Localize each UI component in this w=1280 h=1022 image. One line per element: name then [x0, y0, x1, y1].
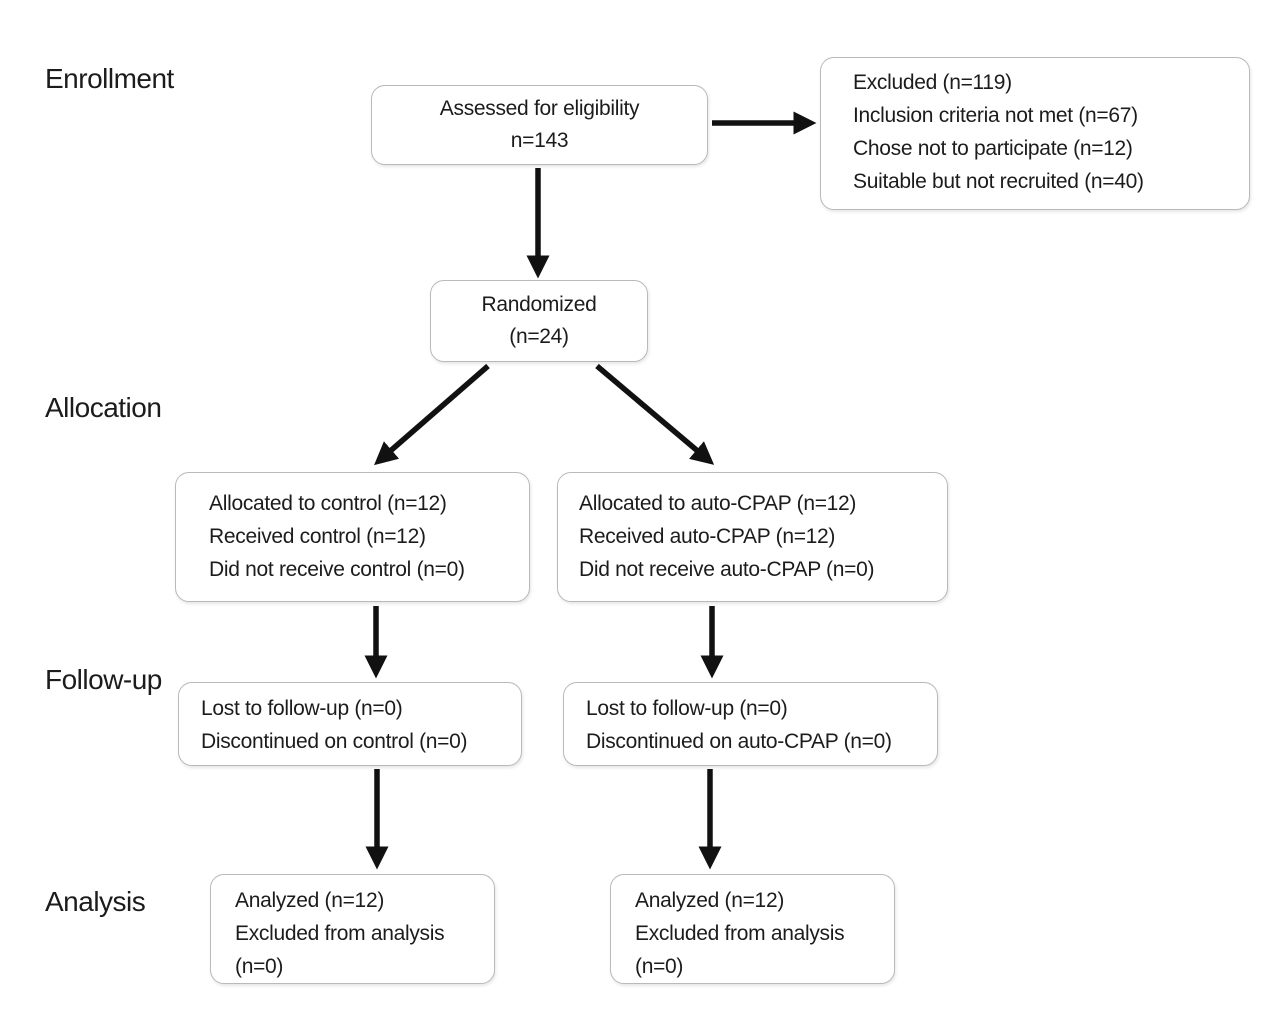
arrow-randomized-to-cpap [597, 366, 700, 453]
assessed-line-1: Assessed for eligibility [439, 97, 640, 120]
excluded-chose-not: Chose not to participate (n=12) [853, 137, 1133, 160]
box-allocated-control [175, 472, 530, 602]
alloc-control-line-3: Did not receive control (n=0) [209, 558, 465, 581]
box-analysis-control [210, 874, 495, 984]
box-allocated-auto-cpap [557, 472, 948, 602]
alloc-control-line-2: Received control (n=12) [209, 525, 426, 548]
arrow-randomized-to-control [388, 366, 488, 453]
box-randomized [430, 280, 648, 362]
stage-label-allocation: Allocation [45, 392, 162, 423]
randomized-label: Randomized [481, 293, 597, 316]
fu-cpap-line-2: Discontinued on auto-CPAP (n=0) [586, 730, 892, 753]
box-excluded [820, 57, 1250, 210]
box-followup-control [178, 682, 522, 766]
assessed-count: n=143 [510, 129, 569, 152]
stage-label-followup: Follow-up [45, 664, 162, 695]
an-control-line-2: Excluded from analysis [235, 922, 445, 945]
alloc-cpap-line-3: Did not receive auto-CPAP (n=0) [579, 558, 875, 581]
an-control-line-3: (n=0) [235, 955, 284, 978]
excluded-criteria: Inclusion criteria not met (n=67) [853, 104, 1138, 127]
an-control-line-1: Analyzed (n=12) [235, 889, 385, 912]
fu-control-line-1: Lost to follow-up (n=0) [201, 697, 403, 720]
excluded-total: Excluded (n=119) [853, 71, 1012, 94]
fu-cpap-line-1: Lost to follow-up (n=0) [586, 697, 788, 720]
alloc-cpap-line-1: Allocated to auto-CPAP (n=12) [579, 492, 857, 515]
stage-label-enrollment: Enrollment [45, 63, 174, 94]
stage-label-analysis: Analysis [45, 886, 146, 917]
box-followup-auto-cpap [563, 682, 938, 766]
alloc-cpap-line-2: Received auto-CPAP (n=12) [579, 525, 836, 548]
box-analysis-auto-cpap [610, 874, 895, 984]
an-cpap-line-2: Excluded from analysis [635, 922, 845, 945]
randomized-count: (n=24) [509, 325, 569, 348]
fu-control-line-2: Discontinued on control (n=0) [201, 730, 468, 753]
alloc-control-line-1: Allocated to control (n=12) [209, 492, 447, 515]
excluded-not-recruited: Suitable but not recruited (n=40) [853, 170, 1144, 193]
an-cpap-line-1: Analyzed (n=12) [635, 889, 785, 912]
box-assessed-eligibility [371, 85, 708, 165]
an-cpap-line-3: (n=0) [635, 955, 684, 978]
